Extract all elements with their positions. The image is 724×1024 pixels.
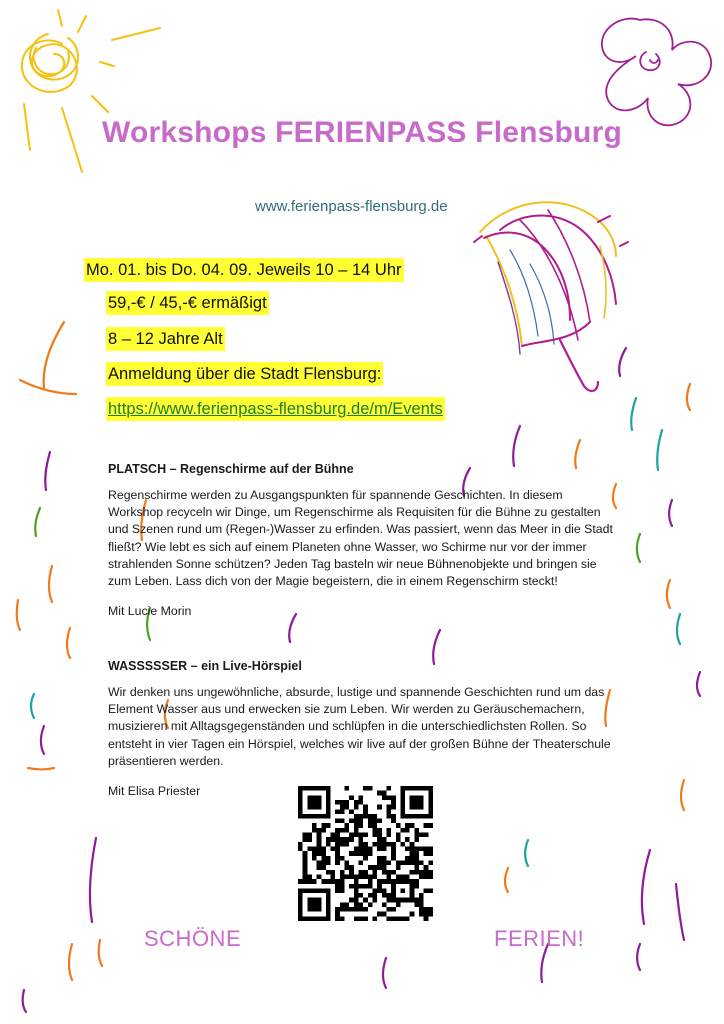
umbrella-doodle-icon <box>474 202 628 391</box>
workshop-2-description: Wir denken uns ungewöhnliche, absurde, lustige und spannende Geschichten rund um das Element Wasser aus und erwecken sie zum Leben. Wir werden zu Geräuschemachern, musizieren mit Alltagsgegenständen und schlüpfen in die unterschiedlichsten Rollen. So entsteht in vier Tagen ein Hörspiel, welches wir live auf der großen Bühne der Theaterschule präsentieren werden. <box>108 685 611 768</box>
flower-doodle-icon <box>602 19 711 126</box>
footer-left-text: SCHÖNE <box>144 926 242 951</box>
registration-line: Anmeldung über die Stadt Flensburg: <box>106 362 383 386</box>
registration-url-link[interactable]: https://www.ferienpass-flensburg.de/m/Events <box>106 397 445 421</box>
page-title: Workshops FERIENPASS Flensburg <box>102 116 622 149</box>
qr-code-icon[interactable] <box>298 786 433 921</box>
workshop-2-title: WASSSSSER – ein Live-Hörspiel <box>108 659 302 673</box>
workshop-2-credit: Mit Elisa Priester <box>108 784 201 798</box>
dates-line: Mo. 01. bis Do. 04. 09. Jeweils 10 – 14 Uhr <box>84 258 404 282</box>
age-line: 8 – 12 Jahre Alt <box>106 327 225 351</box>
price-line: 59,-€ / 45,-€ ermäßigt <box>106 291 269 315</box>
website-link[interactable]: www.ferienpass-flensburg.de <box>255 198 448 215</box>
workshop-1-credit: Mit Lucie Morin <box>108 604 192 618</box>
footer-right-text: FERIEN! <box>494 926 585 951</box>
workshop-1-title: PLATSCH – Regenschirme auf der Bühne <box>108 462 354 476</box>
workshop-1-description: Regenschirme werden zu Ausgangspunkten für spannende Geschichten. In diesem Workshop recyceln wir Dinge, um Regenschirme als Requisiten für die Bühne zu gestalten und Szenen rund um (Regen-)Wasser zu erfinden. Was passiert, wenn das Meer in die Stadt fließt? Wie lebt es sich auf einem Planeten ohne Wasser, wo Schirme nur vor der immer strahlenden Sonne schützen? Jeden Tag basteln wir neue Bühnenobjekte und bringen sie zum Leben. Lass dich von der Magie begeistern, die in einem Regenschirm steckt! <box>108 488 613 589</box>
